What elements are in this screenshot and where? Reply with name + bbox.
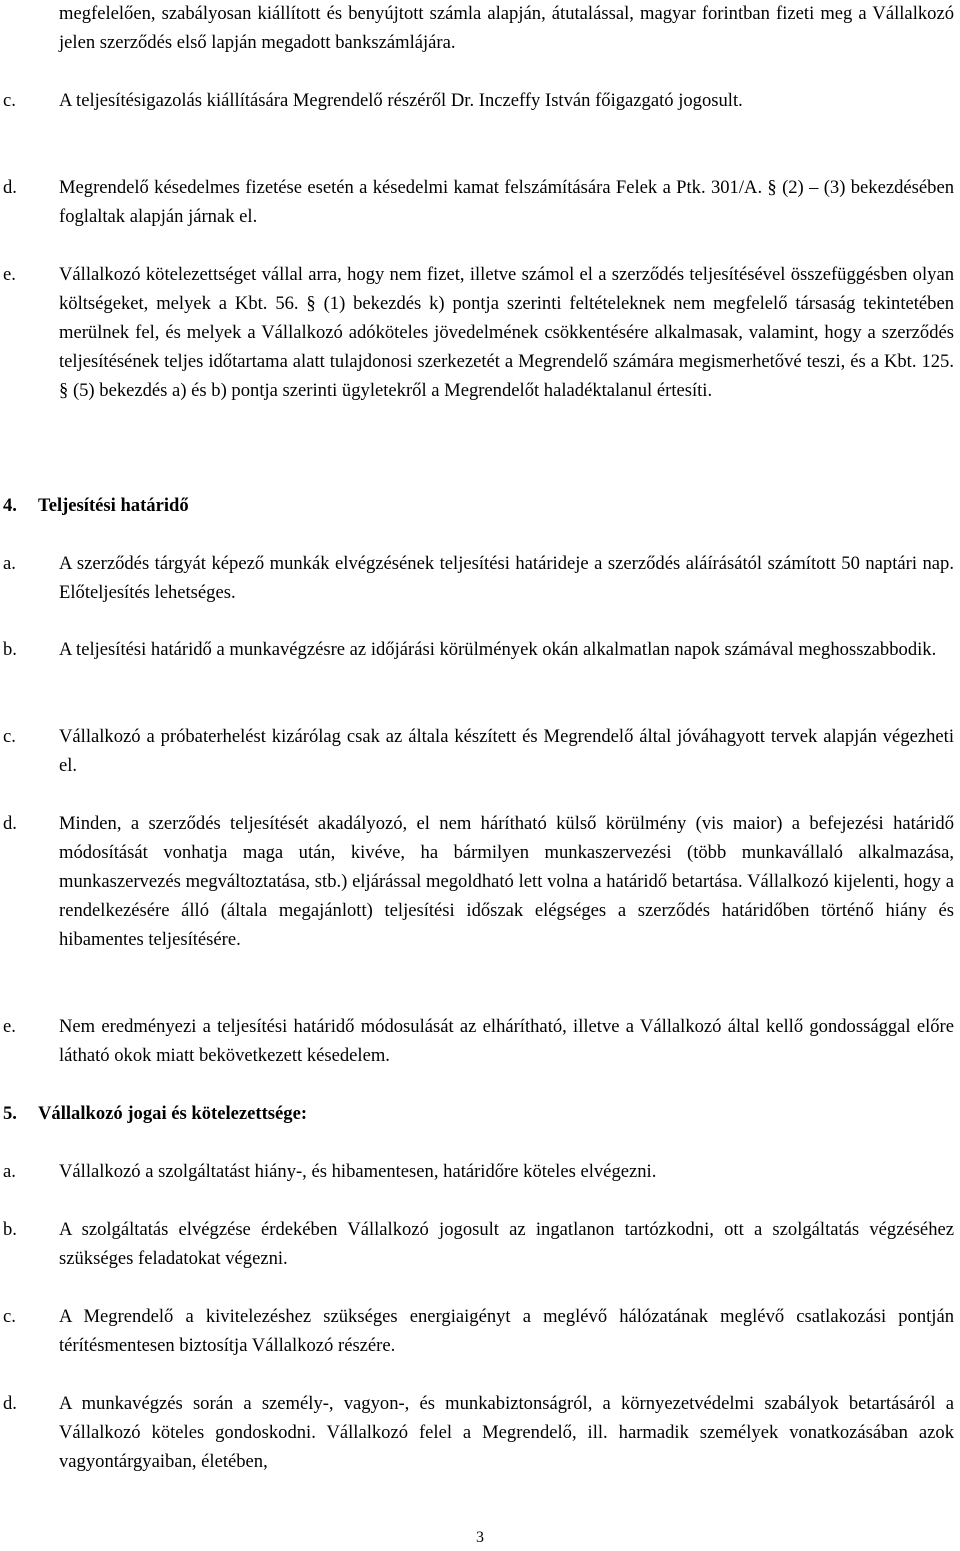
section3-item-c <box>3 86 954 115</box>
section5-item-d <box>3 1389 954 1476</box>
section-number: 4. <box>3 495 17 516</box>
section5-item-a <box>3 1157 954 1186</box>
section5-item-c <box>3 1302 954 1360</box>
section4-item-e <box>3 1012 954 1070</box>
item-mark: e. <box>3 264 16 285</box>
item-text: A szerződés tárgyát képező munkák elvégzésének teljesítési határideje a szerződés aláírásától számított 50 naptári nap. Előteljesítés lehetséges. <box>59 553 954 603</box>
item-text: Nem eredményezi a teljesítési határidő módosulását az elhárítható, illetve a Vállalkozó által kellő gondossággal előre látható okok miatt bekövetkezett késedelem. <box>59 1016 954 1066</box>
item-text: A teljesítésigazolás kiállítására Megrendelő részéről Dr. Inczeffy István főigazgató jogosult. <box>59 90 743 111</box>
item-mark: d. <box>3 1393 17 1414</box>
intro-continuation: megfelelően, szabályosan kiállított és benyújtott számla alapján, átutalással, magyar forintban fizeti meg a Vállalkozó jelen szerződés első lapján megadott bankszámlájára. <box>59 3 954 53</box>
item-text: A munkavégzés során a személy-, vagyon-, és munkabiztonságról, a környezetvédelmi szabályok betartásáról a Vállalkozó köteles gondoskodni. Vállalkozó felel a Megrendelő, ill. harmadik személyek vonatkozásában azok vagyontárgyaiban, életében, <box>59 1393 954 1472</box>
item-mark: b. <box>3 639 17 660</box>
item-text: A teljesítési határidő a munkavégzésre az időjárási körülmények okán alkalmatlan napok számával meghosszabbodik. <box>59 639 937 660</box>
item-text: Megrendelő késedelmes fizetése esetén a késedelmi kamat felszámítására Felek a Ptk. 301/A. § (2) – (3) bekezdésében foglaltak alapján járnak el. <box>59 177 954 227</box>
section4-item-c <box>3 722 954 780</box>
section5-item-b <box>3 1215 954 1273</box>
item-mark: e. <box>3 1016 16 1037</box>
item-mark: a. <box>3 553 16 574</box>
page-number: 3 <box>476 1529 484 1546</box>
item-mark: c. <box>3 90 16 111</box>
item-mark: d. <box>3 177 17 198</box>
section4-heading <box>3 491 189 520</box>
section-title: Vállalkozó jogai és kötelezettsége: <box>38 1103 308 1124</box>
item-mark: c. <box>3 726 16 747</box>
section4-item-b <box>3 635 954 664</box>
section5-heading <box>3 1099 307 1128</box>
section4-item-d <box>3 809 954 954</box>
item-text: Vállalkozó a szolgáltatást hiány-, és hibamentesen, határidőre köteles elvégezni. <box>59 1161 657 1182</box>
item-text: A Megrendelő a kivitelezéshez szükséges energiaigényt a meglévő hálózatának meglévő csatlakozási pontján térítésmentesen biztosítja Vállalkozó részére. <box>59 1306 954 1356</box>
section3-item-e <box>3 260 954 405</box>
item-mark: c. <box>3 1306 16 1327</box>
section-number: 5. <box>3 1103 17 1124</box>
item-text: Minden, a szerződés teljesítését akadályozó, el nem hárítható külső körülmény (vis maior) a befejezési határidő módosítását vonhatja maga után, kivéve, ha bármilyen munkaszervezési (több munkavállaló alkalmazása, munkaszervezés megváltoztatása, stb.) eljárással megoldható lett volna a határidő betartása. Vállalkozó kijelenti, hogy a rendelkezésére álló (általa megajánlott) teljesítési időszak elégséges a szerződés határidőben történő hiány és hibamentes teljesítésére. <box>59 813 954 950</box>
section-title: Teljesítési határidő <box>38 495 189 516</box>
item-text: Vállalkozó kötelezettséget vállal arra, hogy nem fizet, illetve számol el a szerződés teljesítésével összefüggésben olyan költségeket, melyek a Kbt. 56. § (1) bekezdés k) pontja szerinti feltételeknek nem megfelelő társaság tekintetében merülnek fel, és melyek a Vállalkozó adóköteles jövedelmének csökkentésére alkalmasak, valamint, hogy a szerződés teljesítésének teljes időtartama alatt tulajdonosi szerkezetét a Megrendelő számára megismerhetővé teszi, és a Kbt. 125. § (5) bekezdés a) és b) pontja szerinti ügyletekről a Megrendelőt haladéktalanul értesíti. <box>59 264 954 401</box>
item-mark: a. <box>3 1161 16 1182</box>
section4-item-a <box>3 549 954 607</box>
item-text: Vállalkozó a próbaterhelést kizárólag csak az általa készített és Megrendelő által jóváhagyott tervek alapján végezheti el. <box>59 726 954 776</box>
item-mark: b. <box>3 1219 17 1240</box>
section3-item-d <box>3 173 954 231</box>
item-text: A szolgáltatás elvégzése érdekében Vállalkozó jogosult az ingatlanon tartózkodni, ott a szolgáltatás végzéséhez szükséges feladatokat végezni. <box>59 1219 954 1269</box>
item-mark: d. <box>3 813 17 834</box>
